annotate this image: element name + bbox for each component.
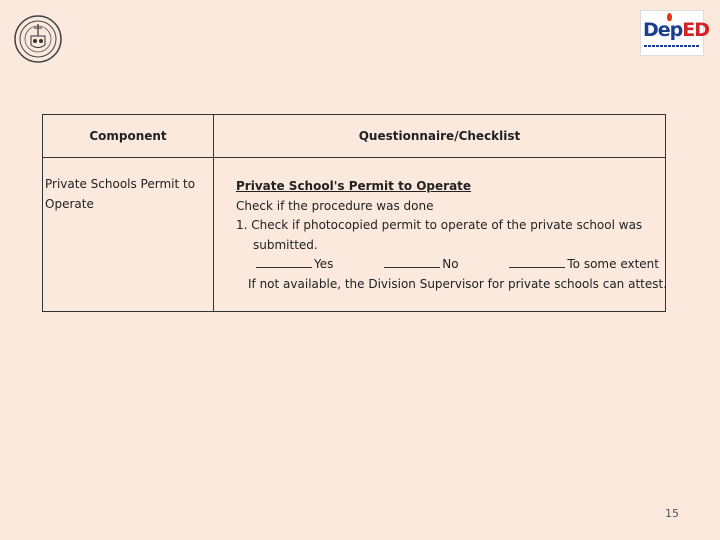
logo-subtext-decoration	[644, 45, 700, 47]
logo-text-ed: ED	[682, 19, 710, 41]
school-seal-icon	[12, 14, 64, 64]
checklist-item: 1. Check if photocopied permit to operate of the private school was submitted.	[236, 218, 643, 252]
table-row	[43, 158, 666, 312]
checklist-intro: Check if the procedure was done	[236, 198, 434, 213]
blank-line	[509, 255, 565, 268]
option-some-extent[interactable]: To some extent	[509, 255, 659, 275]
questionnaire-cell	[214, 158, 666, 312]
header-component: Component	[43, 115, 214, 158]
page-number: 15	[665, 507, 679, 520]
table-header-row	[43, 115, 666, 158]
answer-options	[236, 255, 659, 275]
header-questionnaire: Questionnaire/Checklist	[214, 115, 666, 158]
logo-text-dep: Dep	[643, 19, 683, 41]
option-no[interactable]: No	[384, 255, 458, 275]
component-cell: Private Schools Permit to Operate	[43, 158, 214, 312]
checklist-table	[42, 114, 666, 312]
checklist-note: If not available, the Division Supervisor for private schools can attest.	[248, 276, 668, 291]
blank-line	[384, 255, 440, 268]
blank-line	[256, 255, 312, 268]
deped-logo	[640, 10, 710, 56]
option-yes[interactable]: Yes	[256, 255, 333, 275]
checklist-title: Private School's Permit to Operate	[236, 179, 472, 193]
